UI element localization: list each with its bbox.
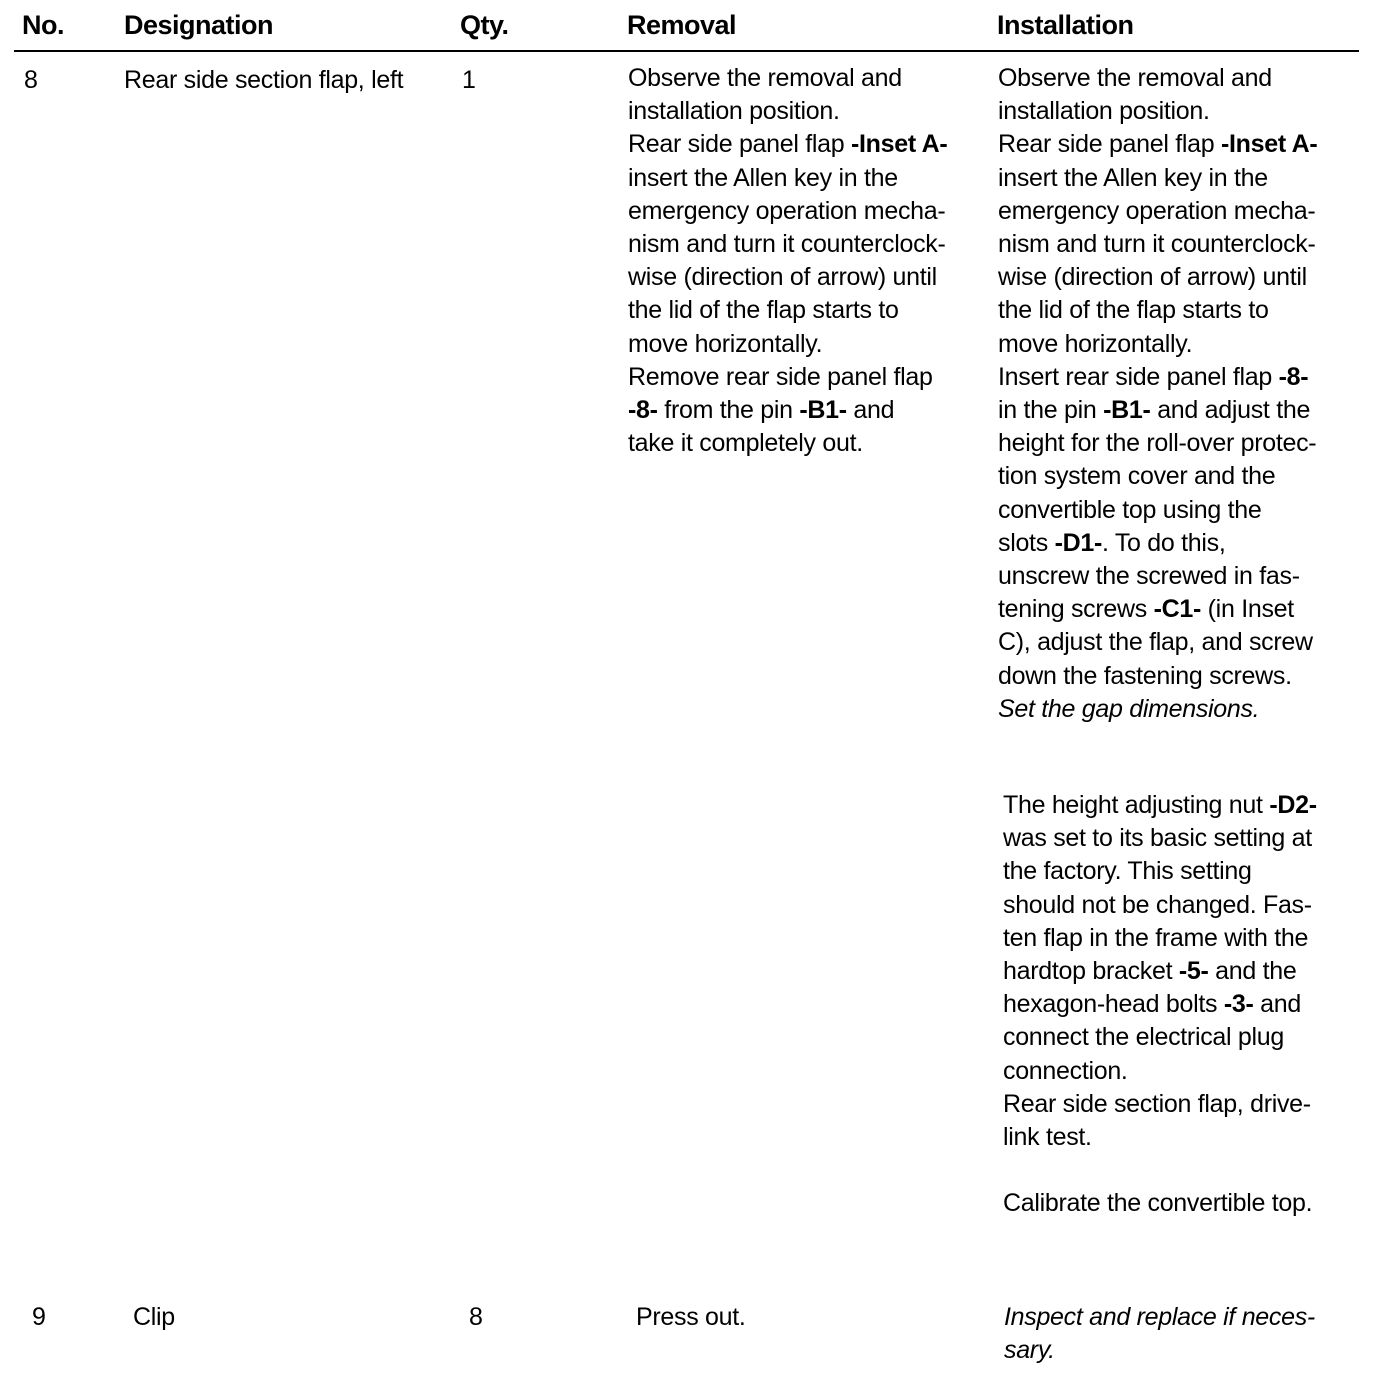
installation-line	[998, 593, 1317, 626]
installation-line: insert the Allen key in the	[998, 163, 1268, 192]
installation-line: tion system cover and the	[998, 462, 1276, 491]
part-ref: -8-	[1278, 362, 1309, 391]
installation-line	[1003, 789, 1317, 822]
removal-text: from the pin	[657, 396, 800, 425]
row-8-qty: 1	[462, 66, 476, 94]
installation-line: sary.	[1004, 1336, 1055, 1365]
installation-line: emergency operation mecha-	[998, 196, 1316, 225]
installation-line	[998, 361, 1317, 394]
installation-line: connect the electrical plug	[1003, 1023, 1284, 1052]
installation-line: C), adjust the flap, and screw	[998, 628, 1313, 657]
row-8-no: 8	[24, 66, 38, 94]
row-9-designation: Clip	[133, 1303, 175, 1331]
installation-line: link test.	[1003, 1123, 1092, 1152]
removal-line: wise (direction of arrow) until	[628, 263, 937, 292]
part-ref: -C1-	[1153, 595, 1202, 624]
installation-line	[1003, 988, 1317, 1021]
installation-line: wise (direction of arrow) until	[998, 263, 1307, 292]
row-9-installation	[1004, 1301, 1315, 1367]
row-8-removal	[628, 62, 947, 460]
installation-text: Insert rear side panel flap	[998, 362, 1279, 391]
installation-line: convertible top using the	[998, 495, 1262, 524]
removal-line: nism and turn it counterclock-	[628, 230, 946, 259]
row-9-qty: 8	[469, 1303, 483, 1331]
installation-line: was set to its basic setting at	[1003, 824, 1312, 853]
installation-text: tening screws	[998, 595, 1154, 624]
removal-line: take it completely out.	[628, 429, 863, 458]
removal-line: the lid of the flap starts to	[628, 296, 899, 325]
part-ref: -5-	[1178, 957, 1209, 986]
installation-line: should not be changed. Fas-	[1003, 890, 1312, 919]
removal-line	[628, 128, 947, 161]
part-ref: -D2-	[1269, 791, 1317, 819]
installation-line: move horizontally.	[998, 329, 1193, 358]
installation-text: hardtop bracket	[1003, 957, 1179, 986]
installation-line: connection.	[1003, 1056, 1128, 1085]
removal-line: move horizontally.	[628, 329, 823, 358]
installation-line: Observe the removal and	[998, 64, 1272, 92]
part-ref: -8-	[628, 396, 658, 425]
part-ref: -B1-	[799, 396, 847, 425]
header-no: No.	[22, 10, 64, 40]
header-installation: Installation	[997, 10, 1134, 40]
header-removal: Removal	[627, 10, 737, 40]
installation-text: (in Inset	[1201, 595, 1294, 624]
header-designation: Designation	[124, 10, 274, 40]
removal-line	[628, 394, 947, 427]
row-8-designation: Rear side section flap, left	[124, 66, 404, 94]
installation-text: The height adjusting nut	[1003, 791, 1270, 819]
installation-line: Calibrate the convertible top.	[1003, 1189, 1313, 1218]
removal-line: installation position.	[628, 97, 840, 126]
header-divider	[14, 50, 1359, 52]
installation-line: nism and turn it counterclock-	[998, 230, 1316, 259]
header-qty: Qty.	[460, 10, 509, 40]
installation-line: the factory. This setting	[1003, 857, 1252, 886]
installation-text: and adjust the	[1150, 396, 1311, 425]
removal-line: emergency operation mecha-	[628, 196, 946, 225]
row-8-installation-note	[1003, 789, 1317, 1221]
installation-line	[998, 527, 1317, 560]
installation-text: . To do this,	[1101, 528, 1226, 557]
part-ref: -B1-	[1103, 396, 1151, 425]
row-8-installation	[998, 62, 1317, 726]
installation-line	[1003, 955, 1317, 988]
inset-ref: -Inset A-	[851, 130, 948, 159]
installation-line: Inspect and replace if neces-	[1004, 1303, 1315, 1331]
installation-text: and the	[1208, 957, 1297, 986]
installation-line: installation position.	[998, 97, 1210, 126]
installation-line	[998, 394, 1317, 427]
installation-text: hexagon-head bolts	[1003, 990, 1224, 1019]
paragraph-gap	[1003, 1154, 1317, 1187]
inset-ref: -Inset A-	[1221, 130, 1318, 159]
installation-line: Rear side section flap, drive-	[1003, 1089, 1311, 1118]
row-9-no: 9	[32, 1303, 46, 1331]
removal-text: Rear side panel flap	[628, 130, 852, 159]
part-ref: -D1-	[1054, 528, 1102, 557]
removal-line: Observe the removal and	[628, 64, 902, 92]
installation-text: in the pin	[998, 396, 1104, 425]
installation-line: the lid of the flap starts to	[998, 296, 1269, 325]
part-ref: -3-	[1223, 990, 1254, 1019]
installation-line: Set the gap dimensions.	[998, 694, 1260, 723]
installation-line: ten flap in the frame with the	[1003, 923, 1309, 952]
installation-line	[998, 128, 1317, 161]
installation-line: unscrew the screwed in fas-	[998, 562, 1300, 591]
removal-line: Remove rear side panel flap	[628, 362, 933, 391]
removal-text: and	[846, 396, 895, 425]
installation-text: slots	[998, 528, 1055, 557]
installation-text: Rear side panel flap	[998, 130, 1222, 159]
row-9-removal: Press out.	[636, 1303, 746, 1331]
installation-line: height for the roll-over protec-	[998, 429, 1317, 458]
installation-text: and	[1253, 990, 1301, 1019]
installation-line: down the fastening screws.	[998, 661, 1292, 690]
removal-line: insert the Allen key in the	[628, 163, 898, 192]
